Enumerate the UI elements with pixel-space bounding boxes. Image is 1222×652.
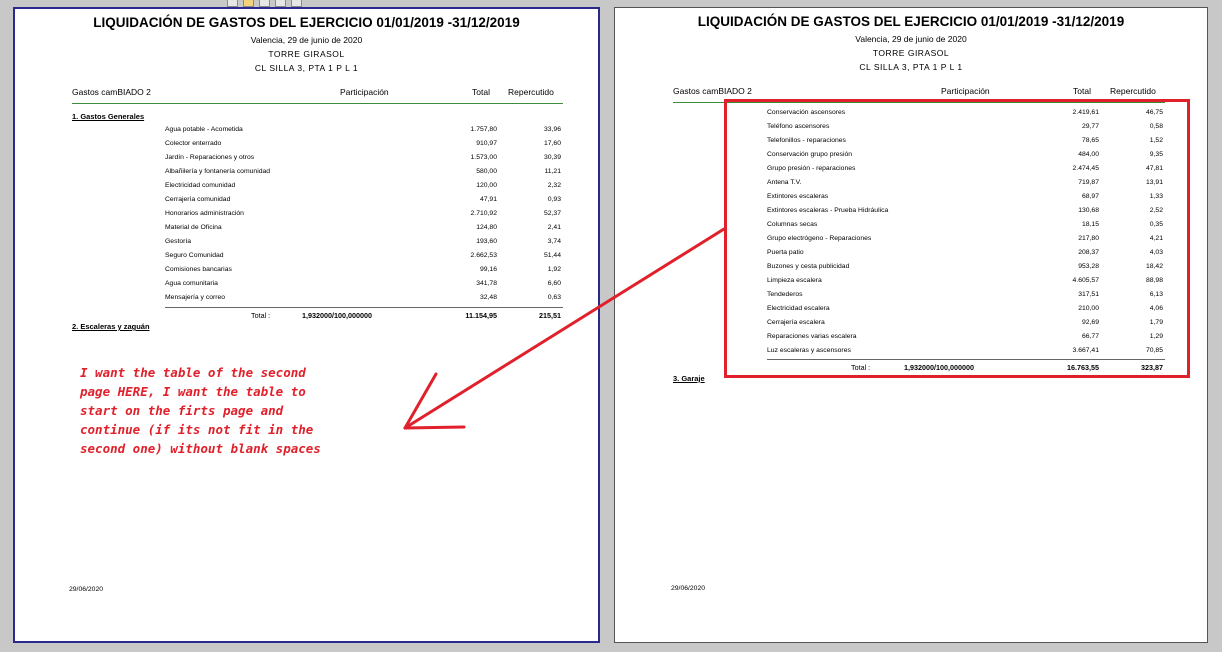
annotation-note [80,363,400,458]
col-header-gastos: Gastos camBIADO 2 [72,87,151,97]
row-concept: Antena T.V. [767,179,802,186]
row-repercutido: 4,03 [1149,249,1163,256]
row-total: 47,91 [479,196,497,203]
table-row [15,294,602,308]
row-concept: Material de Oficina [165,224,222,231]
row-concept: Jardín - Reparaciones y otros [165,154,255,161]
col-header-total: Total [1073,86,1091,96]
annotation-line: continue (if its not fit in the [80,422,314,437]
row-total: 2.419,61 [1072,109,1099,116]
table-row [15,210,602,224]
row-repercutido: 6,60 [547,280,561,287]
row-total: 32,48 [479,294,497,301]
row-total: 2.474,45 [1072,165,1099,172]
row-repercutido: 1,52 [1149,137,1163,144]
row-concept: Mensajería y correo [165,294,226,301]
row-concept: Extintores escaleras - Prueba Hidráulica [767,207,889,214]
row-repercutido: 88,98 [1145,277,1163,284]
table-row [15,252,602,266]
community-name: TORRE GIRASOL [872,48,950,58]
footer-date: 29/06/2020 [69,586,104,593]
row-repercutido: 6,13 [1149,291,1163,298]
toolbar-button-active[interactable] [243,0,254,7]
row-repercutido: 9,35 [1149,151,1163,158]
highlight-box [724,99,1190,378]
report-title: LIQUIDACIÓN DE GASTOS DEL EJERCICIO 01/01/2019 -31/12/2019 [93,15,520,30]
row-total: 18,15 [1081,221,1099,228]
section-heading-1: 1. Gastos Generales [72,112,145,121]
row-total: 1.757,80 [470,126,497,133]
row-concept: Luz escaleras y ascensores [767,347,851,354]
row-repercutido: 1,92 [547,266,561,273]
row-repercutido: 51,44 [543,252,561,259]
table-row [15,168,602,182]
col-header-total: Total [472,87,490,97]
row-total: 3.667,41 [1072,347,1099,354]
report-date-line: Valencia, 29 de junio de 2020 [250,35,363,45]
total-total: 16.763,55 [1067,363,1099,372]
row-total: 78,65 [1081,137,1099,144]
table-row [15,224,602,238]
row-total: 580,00 [476,168,497,175]
row-total: 484,00 [1078,151,1099,158]
row-concept: Honorarios administración [165,210,244,217]
row-total: 66,77 [1081,333,1099,340]
total-repercutido: 215,51 [539,311,561,320]
total-label: Total : [851,363,871,372]
toolbar-button[interactable] [275,0,286,7]
community-address: CL SILLA 3, PTA 1 P L 1 [254,63,359,73]
annotation-line: start on the firts page and [80,403,284,418]
row-concept: Comisiones bancarias [165,266,232,273]
row-repercutido: 33,96 [543,126,561,133]
report-title: LIQUIDACIÓN DE GASTOS DEL EJERCICIO 01/01/2019 -31/12/2019 [697,14,1125,29]
row-repercutido: 0,63 [547,294,561,301]
total-repercutido: 323,87 [1141,363,1163,372]
community-name: TORRE GIRASOL [268,49,345,59]
row-repercutido: 1,33 [1149,193,1163,200]
row-concept: Cerrajería escalera [767,319,825,326]
row-concept: Seguro Comunidad [165,252,224,259]
table-row [15,266,602,280]
row-total: 719,87 [1078,179,1099,186]
total-participacion: 1,932000/100,000000 [904,363,974,372]
row-repercutido: 0,93 [547,196,561,203]
row-repercutido: 30,39 [543,154,561,161]
row-repercutido: 0,58 [1149,123,1163,130]
col-header-participacion: Participación [941,86,990,96]
row-repercutido: 13,91 [1145,179,1163,186]
row-repercutido: 47,81 [1145,165,1163,172]
row-total: 29,77 [1081,123,1099,130]
row-total: 910,97 [476,140,497,147]
row-repercutido: 4,06 [1149,305,1163,312]
row-repercutido: 17,60 [543,140,561,147]
row-repercutido: 70,85 [1145,347,1163,354]
row-total: 99,16 [479,266,497,273]
row-repercutido: 3,74 [547,238,561,245]
row-total: 92,69 [1081,319,1099,326]
table-row [15,140,602,154]
row-concept: Agua comunitaria [165,280,218,287]
row-total: 2.662,53 [470,252,497,259]
row-total: 341,78 [476,280,497,287]
toolbar-strip [0,0,1222,7]
row-concept: Telefonillos - reparaciones [767,137,846,144]
row-concept: Electricidad comunidad [165,182,236,189]
toolbar-button[interactable] [291,0,302,7]
row-concept: Grupo electrógeno - Reparaciones [767,235,872,242]
toolbar-button[interactable] [259,0,270,7]
footer-date: 29/06/2020 [671,585,706,592]
col-header-repercutido: Repercutido [1110,86,1156,96]
annotation-line: page HERE, I want the table to [80,384,306,399]
row-concept: Albañilería y fontanería comunidad [165,168,271,175]
row-total: 124,80 [476,224,497,231]
row-total: 953,28 [1078,263,1099,270]
total-participacion: 1,932000/100,000000 [302,311,372,320]
row-repercutido: 2,52 [1149,207,1163,214]
row-concept: Cerrajería comunidad [165,196,231,203]
table-row [15,182,602,196]
row-total: 2.710,92 [470,210,497,217]
row-concept: Limpieza escalera [767,277,822,284]
row-concept: Electricidad escalera [767,305,830,312]
row-concept: Gestoría [165,238,192,245]
total-total: 11.154,95 [465,311,497,320]
row-total: 217,80 [1078,235,1099,242]
row-concept: Agua potable - Acometida [165,126,243,133]
row-repercutido: 0,35 [1149,221,1163,228]
row-concept: Colector enterrado [165,140,222,147]
row-repercutido: 2,32 [547,182,561,189]
row-concept: Conservación grupo presión [767,151,853,158]
row-total: 317,51 [1078,291,1099,298]
annotation-line: I want the table of the second [80,365,306,380]
table-row [15,154,602,168]
row-concept: Teléfono ascensores [767,123,830,130]
row-repercutido: 1,79 [1149,319,1163,326]
row-concept: Conservación ascensores [767,109,846,116]
row-concept: Columnas secas [767,221,818,228]
table-row [15,280,602,294]
row-total: 120,00 [476,182,497,189]
row-concept: Extintores escaleras [767,193,829,200]
col-header-gastos: Gastos camBIADO 2 [673,86,752,96]
row-total: 208,37 [1078,249,1099,256]
col-header-repercutido: Repercutido [508,87,554,97]
row-repercutido: 11,21 [544,168,561,175]
table-row [15,196,602,210]
row-repercutido: 4,21 [1149,235,1163,242]
report-page-1 [13,7,600,643]
row-concept: Grupo presión - reparaciones [767,165,856,172]
row-concept: Tendederos [767,291,803,298]
row-concept: Puerta patio [767,249,804,256]
row-total: 68,97 [1081,193,1099,200]
annotation-line: second one) without blank spaces [80,441,321,456]
table-row [15,238,602,252]
row-repercutido: 52,37 [543,210,561,217]
row-concept: Buzones y cesta publicidad [767,263,850,270]
row-concept: Reparaciones varias escalera [767,333,857,340]
header-divider [72,103,563,104]
row-repercutido: 1,29 [1149,333,1163,340]
row-total: 1.573,00 [470,154,497,161]
row-total: 130,68 [1078,207,1099,214]
row-repercutido: 2,41 [547,224,561,231]
table-row [15,126,602,140]
section-heading-3: 3. Garaje [673,374,705,383]
col-header-participacion: Participación [340,87,389,97]
total-label: Total : [251,311,271,320]
row-total: 193,60 [476,238,497,245]
section-heading-2: 2. Escaleras y zaguán [72,322,150,331]
row-repercutido: 46,75 [1145,109,1163,116]
report-date-line: Valencia, 29 de junio de 2020 [855,34,967,44]
total-divider [165,307,563,308]
row-total: 210,00 [1078,305,1099,312]
row-repercutido: 18,42 [1145,263,1163,270]
row-total: 4.605,57 [1072,277,1099,284]
toolbar-button[interactable] [227,0,238,7]
community-address: CL SILLA 3, PTA 1 P L 1 [859,62,963,72]
